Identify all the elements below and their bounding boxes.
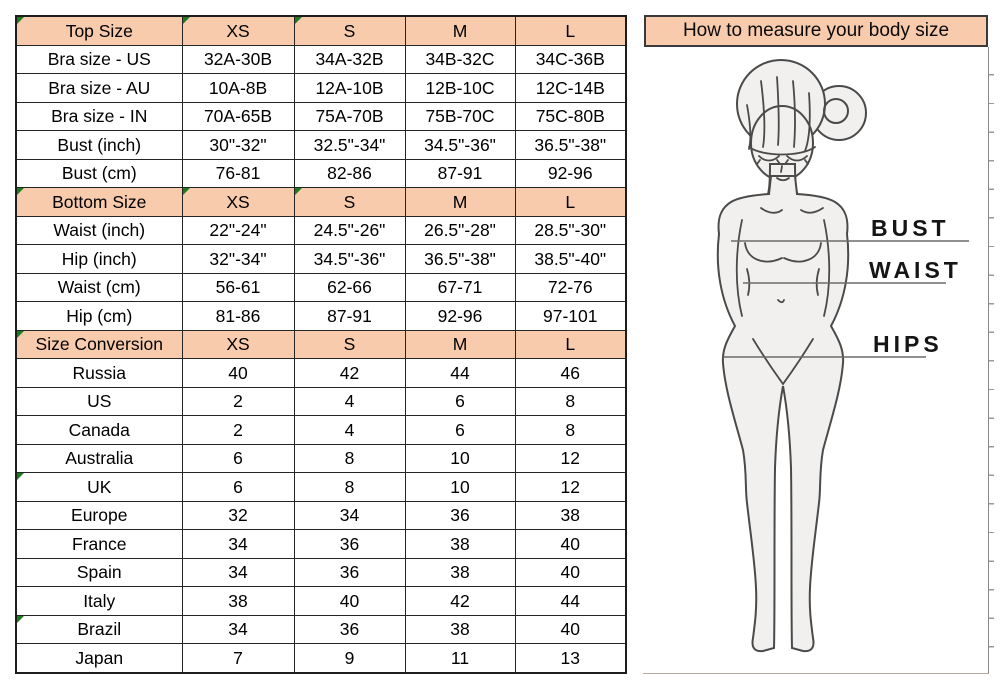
value-cell: 40 xyxy=(515,615,626,644)
value-cell: 30"-32" xyxy=(182,131,294,160)
value-cell: 97-101 xyxy=(515,302,626,331)
size-table-body xyxy=(16,16,626,673)
measure-panel-title-text: How to measure your body size xyxy=(682,20,950,41)
value-cell: 12 xyxy=(515,444,626,473)
bust-label: BUST xyxy=(871,215,950,241)
value-cell: 7 xyxy=(182,644,294,673)
size-column-header: L xyxy=(515,16,626,45)
row-label-cell: Bra size - US xyxy=(16,45,182,74)
measure-panel-title xyxy=(644,15,988,47)
value-cell: 81-86 xyxy=(182,302,294,331)
section-header-row xyxy=(16,188,626,217)
value-cell: 34 xyxy=(182,615,294,644)
value-cell: 75B-70C xyxy=(405,102,515,131)
row-label-cell: Bust (cm) xyxy=(16,159,182,188)
table-row xyxy=(16,587,626,616)
nose-icon xyxy=(781,166,782,172)
value-cell: 72-76 xyxy=(515,273,626,302)
table-row xyxy=(16,387,626,416)
value-cell: 36 xyxy=(294,558,405,587)
row-label-cell: US xyxy=(16,387,182,416)
size-column-header: M xyxy=(405,16,515,45)
size-column-header: M xyxy=(405,330,515,359)
size-column-header: L xyxy=(515,330,626,359)
value-cell: 32A-30B xyxy=(182,45,294,74)
value-cell: 56-61 xyxy=(182,273,294,302)
table-row xyxy=(16,473,626,502)
value-cell: 75C-80B xyxy=(515,102,626,131)
value-cell: 92-96 xyxy=(405,302,515,331)
value-cell: 40 xyxy=(515,530,626,559)
table-row xyxy=(16,102,626,131)
size-column-header: S xyxy=(294,188,405,217)
value-cell: 38 xyxy=(405,615,515,644)
value-cell: 75A-70B xyxy=(294,102,405,131)
size-column-header: XS xyxy=(182,16,294,45)
value-cell: 36 xyxy=(294,615,405,644)
value-cell: 46 xyxy=(515,359,626,388)
value-cell: 40 xyxy=(515,558,626,587)
value-cell: 2 xyxy=(182,416,294,445)
value-cell: 36.5"-38" xyxy=(515,131,626,160)
section-header-row xyxy=(16,330,626,359)
table-row xyxy=(16,302,626,331)
value-cell: 34.5"-36" xyxy=(294,245,405,274)
value-cell: 6 xyxy=(182,473,294,502)
value-cell: 36.5"-38" xyxy=(405,245,515,274)
section-header-row xyxy=(16,16,626,45)
value-cell: 38 xyxy=(515,501,626,530)
row-label-cell: Bra size - IN xyxy=(16,102,182,131)
value-cell: 38 xyxy=(405,558,515,587)
row-label-cell: Japan xyxy=(16,644,182,673)
size-column-header: XS xyxy=(182,188,294,217)
table-row xyxy=(16,530,626,559)
value-cell: 6 xyxy=(182,444,294,473)
table-row xyxy=(16,444,626,473)
size-column-header: S xyxy=(294,16,405,45)
table-row xyxy=(16,45,626,74)
value-cell: 4 xyxy=(294,416,405,445)
value-cell: 44 xyxy=(515,587,626,616)
value-cell: 22"-24" xyxy=(182,216,294,245)
section-header-label: Size Conversion xyxy=(16,330,182,359)
row-label-cell: Hip (cm) xyxy=(16,302,182,331)
value-cell: 40 xyxy=(182,359,294,388)
size-column-header: XS xyxy=(182,330,294,359)
value-cell: 42 xyxy=(405,587,515,616)
table-row xyxy=(16,644,626,673)
value-cell: 70A-65B xyxy=(182,102,294,131)
value-cell: 8 xyxy=(294,444,405,473)
value-cell: 76-81 xyxy=(182,159,294,188)
value-cell: 36 xyxy=(294,530,405,559)
value-cell: 26.5"-28" xyxy=(405,216,515,245)
table-row xyxy=(16,74,626,103)
row-label-cell: Bust (inch) xyxy=(16,131,182,160)
value-cell: 6 xyxy=(405,416,515,445)
value-cell: 34 xyxy=(182,530,294,559)
value-cell: 32"-34" xyxy=(182,245,294,274)
table-row xyxy=(16,501,626,530)
size-column-header: S xyxy=(294,330,405,359)
value-cell: 6 xyxy=(405,387,515,416)
value-cell: 87-91 xyxy=(405,159,515,188)
table-row xyxy=(16,131,626,160)
value-cell: 10 xyxy=(405,444,515,473)
value-cell: 36 xyxy=(405,501,515,530)
value-cell: 10 xyxy=(405,473,515,502)
value-cell: 12B-10C xyxy=(405,74,515,103)
row-label-cell: France xyxy=(16,530,182,559)
table-row xyxy=(16,273,626,302)
table-row xyxy=(16,416,626,445)
row-label-cell: Russia xyxy=(16,359,182,388)
section-header-label: Bottom Size xyxy=(16,188,182,217)
value-cell: 13 xyxy=(515,644,626,673)
value-cell: 12 xyxy=(515,473,626,502)
value-cell: 42 xyxy=(294,359,405,388)
table-row xyxy=(16,615,626,644)
table-row xyxy=(16,359,626,388)
hips-label: HIPS xyxy=(873,331,943,357)
value-cell: 2 xyxy=(182,387,294,416)
row-label-cell: Brazil xyxy=(16,615,182,644)
row-label-cell: Waist (inch) xyxy=(16,216,182,245)
value-cell: 82-86 xyxy=(294,159,405,188)
waist-label: WAIST xyxy=(869,257,962,283)
value-cell: 62-66 xyxy=(294,273,405,302)
value-cell: 11 xyxy=(405,644,515,673)
row-label-cell: UK xyxy=(16,473,182,502)
section-header-label: Top Size xyxy=(16,16,182,45)
value-cell: 38 xyxy=(182,587,294,616)
row-label-cell: Italy xyxy=(16,587,182,616)
value-cell: 9 xyxy=(294,644,405,673)
value-cell: 34C-36B xyxy=(515,45,626,74)
value-cell: 10A-8B xyxy=(182,74,294,103)
value-cell: 8 xyxy=(515,416,626,445)
value-cell: 12A-10B xyxy=(294,74,405,103)
row-label-cell: Bra size - AU xyxy=(16,74,182,103)
value-cell: 4 xyxy=(294,387,405,416)
value-cell: 24.5"-26" xyxy=(294,216,405,245)
table-row xyxy=(16,216,626,245)
size-column-header: M xyxy=(405,188,515,217)
value-cell: 34B-32C xyxy=(405,45,515,74)
value-cell: 8 xyxy=(515,387,626,416)
row-label-cell: Spain xyxy=(16,558,182,587)
row-label-cell: Canada xyxy=(16,416,182,445)
value-cell: 34A-32B xyxy=(294,45,405,74)
value-cell: 12C-14B xyxy=(515,74,626,103)
value-cell: 34.5"-36" xyxy=(405,131,515,160)
value-cell: 87-91 xyxy=(294,302,405,331)
value-cell: 67-71 xyxy=(405,273,515,302)
table-row xyxy=(16,159,626,188)
table-row xyxy=(16,558,626,587)
row-label-cell: Hip (inch) xyxy=(16,245,182,274)
body-figure-illustration xyxy=(643,47,988,673)
table-row xyxy=(16,245,626,274)
row-label-cell: Waist (cm) xyxy=(16,273,182,302)
value-cell: 34 xyxy=(294,501,405,530)
size-table xyxy=(15,15,627,674)
value-cell: 28.5"-30" xyxy=(515,216,626,245)
value-cell: 34 xyxy=(182,558,294,587)
measure-figure-panel xyxy=(643,47,989,674)
value-cell: 8 xyxy=(294,473,405,502)
value-cell: 38.5"-40" xyxy=(515,245,626,274)
row-label-cell: Europe xyxy=(16,501,182,530)
value-cell: 32 xyxy=(182,501,294,530)
value-cell: 92-96 xyxy=(515,159,626,188)
value-cell: 40 xyxy=(294,587,405,616)
value-cell: 38 xyxy=(405,530,515,559)
row-label-cell: Australia xyxy=(16,444,182,473)
value-cell: 32.5"-34" xyxy=(294,131,405,160)
size-column-header: L xyxy=(515,188,626,217)
value-cell: 44 xyxy=(405,359,515,388)
